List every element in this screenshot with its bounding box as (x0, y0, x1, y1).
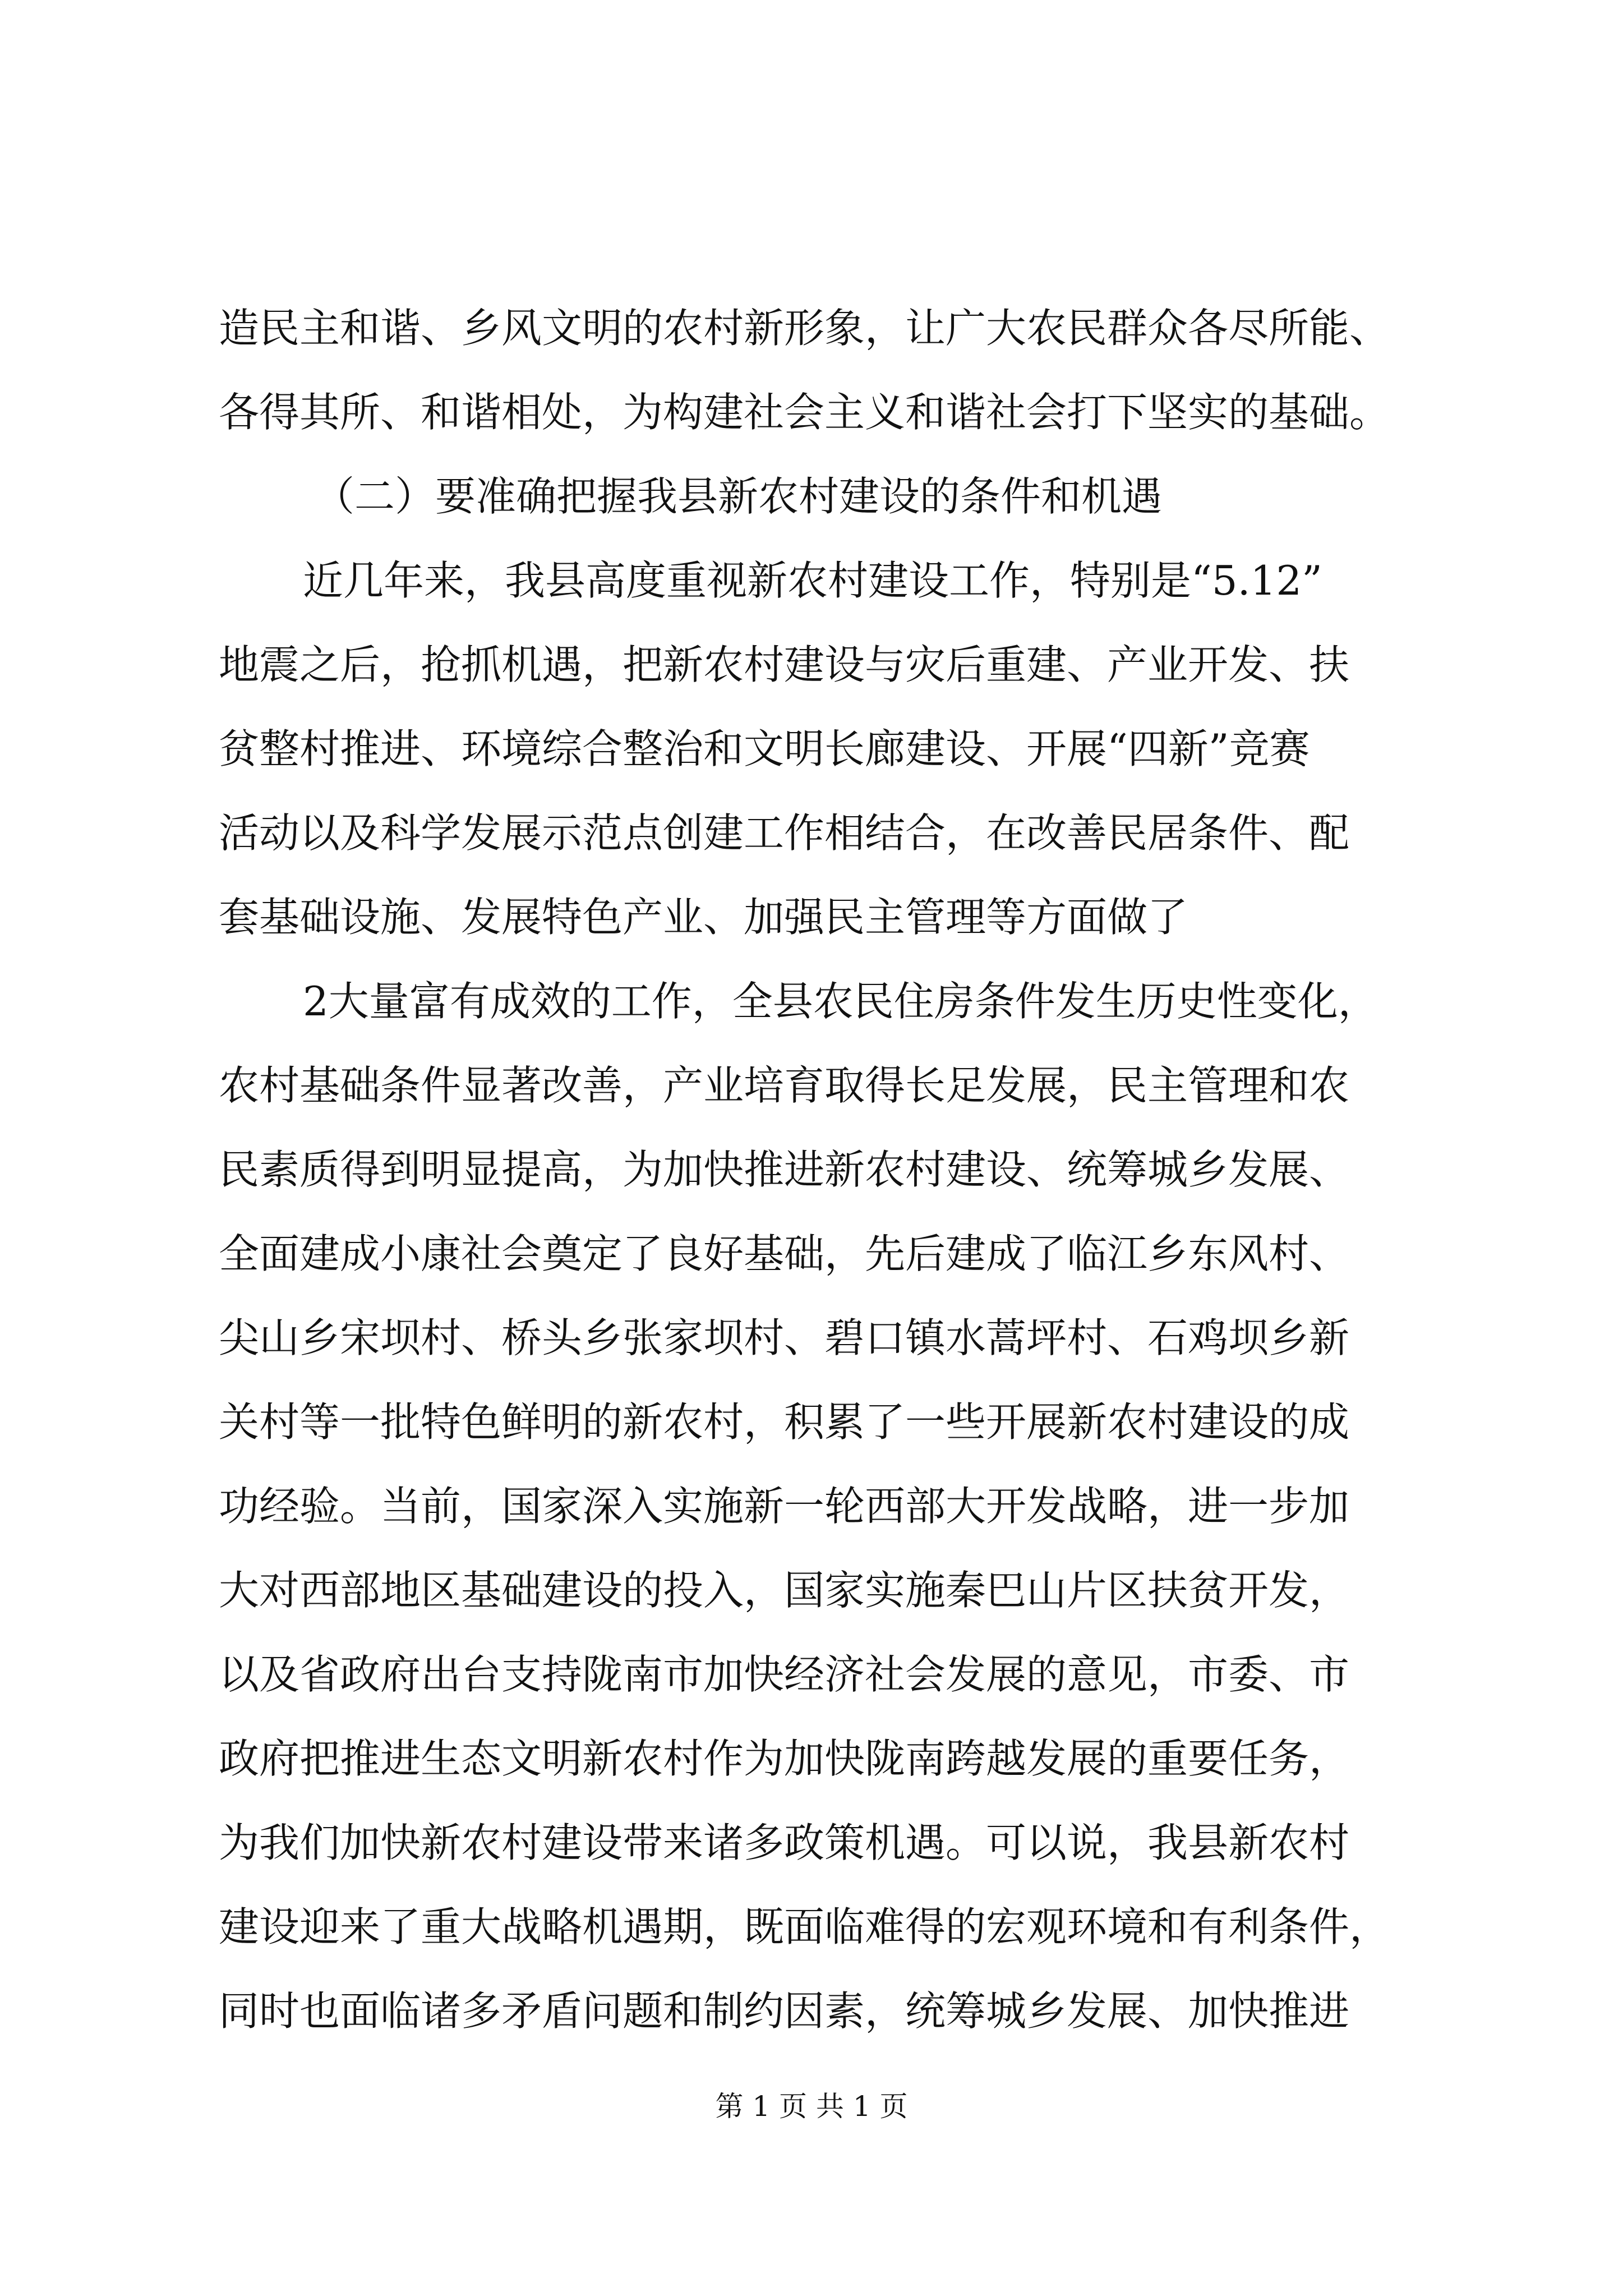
body-text-line: 建设迎来了重大战略机遇期，既面临难得的宏观环境和有利条件， (219, 1903, 1390, 1950)
section-heading: （二）要准确把握我县新农村建设的条件和机遇 (314, 473, 1163, 520)
body-text-line: 以及省政府出台支持陇南市加快经济社会发展的意见，市委、市 (219, 1651, 1350, 1698)
body-text-line: 政府把推进生态文明新农村作为加快陇南跨越发展的重要任务， (219, 1735, 1350, 1782)
body-text-line: 各得其所、和谐相处，为构建社会主义和谐社会打下坚实的基础。 (219, 389, 1390, 436)
body-text-line: 尖山乡宋坝村、桥头乡张家坝村、碧口镇水蒿坪村、石鸡坝乡新 (219, 1314, 1350, 1361)
body-text-line: 大对西部地区基础建设的投入，国家实施秦巴山片区扶贫开发， (219, 1567, 1350, 1614)
body-text-line: 为我们加快新农村建设带来诸多政策机遇。可以说，我县新农村 (219, 1819, 1350, 1866)
body-text-line: 地震之后，抢抓机遇，把新农村建设与灾后重建、产业开发、扶 (219, 641, 1350, 688)
page-number-footer: 第 1 页 共 1 页 (715, 2090, 908, 2123)
body-text-line: 关村等一批特色鲜明的新农村，积累了一些开展新农村建设的成 (219, 1398, 1350, 1446)
paragraph-first-line: 近几年来，我县高度重视新农村建设工作，特别是“5.12” (303, 557, 1322, 604)
body-text-line: 功经验。当前，国家深入实施新一轮西部大开发战略，进一步加 (219, 1483, 1350, 1530)
paragraph-first-line: 2大量富有成效的工作，全县农民住房条件发生历史性变化， (303, 978, 1378, 1025)
body-text-line: 贫整村推进、环境综合整治和文明长廊建设、开展“四新”竞赛 (219, 725, 1310, 772)
body-text-line: 活动以及科学发展示范点创建工作相结合，在改善民居条件、配 (219, 809, 1350, 857)
body-text-line: 全面建成小康社会奠定了良好基础，先后建成了临江乡东风村、 (219, 1230, 1350, 1277)
body-text-line: 造民主和谐、乡风文明的农村新形象，让广大农民群众各尽所能、 (219, 305, 1390, 352)
body-text-line: 农村基础条件显著改善，产业培育取得长足发展，民主管理和农 (219, 1062, 1350, 1109)
body-text-line: 同时也面临诸多矛盾问题和制约因素，统筹城乡发展、加快推进 (219, 1987, 1350, 2035)
body-text-line: 套基础设施、发展特色产业、加强民主管理等方面做了 (219, 894, 1188, 941)
body-text-line: 民素质得到明显提高，为加快推进新农村建设、统筹城乡发展、 (219, 1146, 1350, 1193)
